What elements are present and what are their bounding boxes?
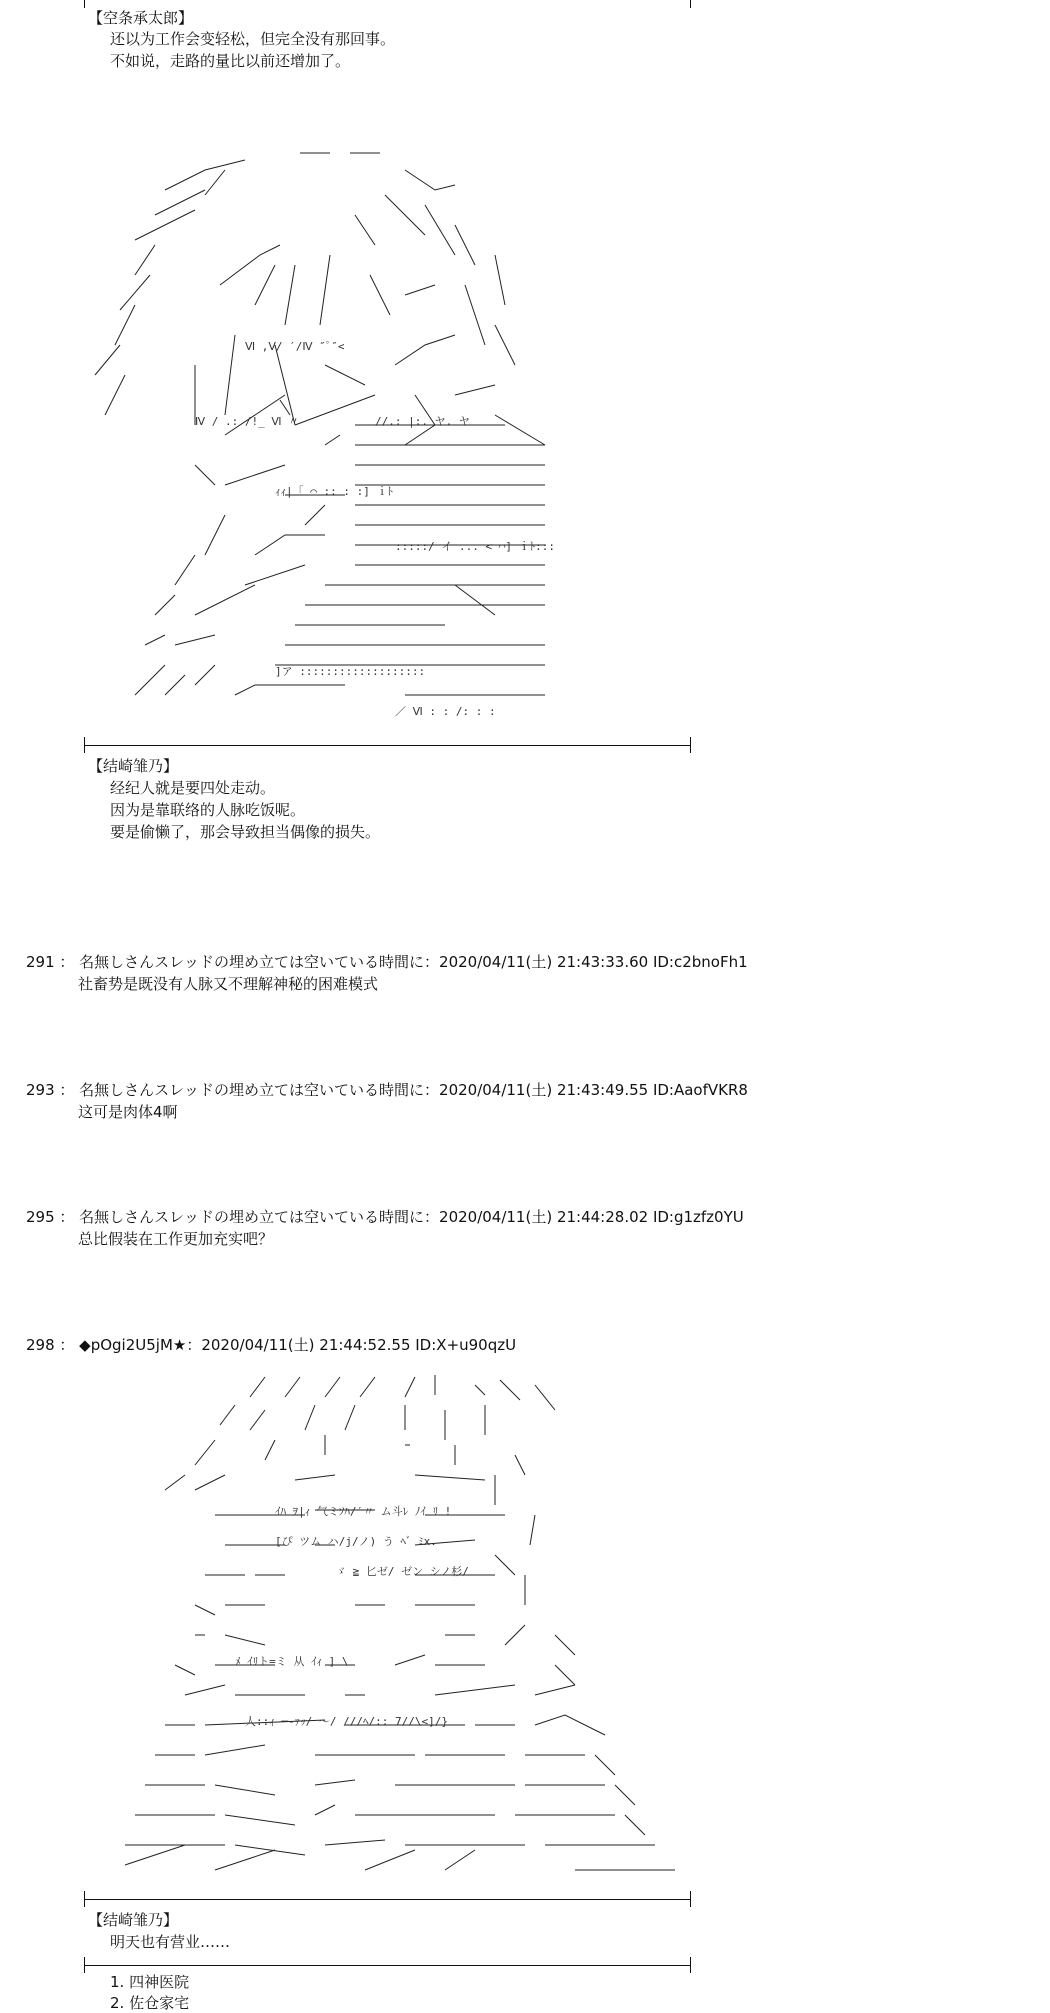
svg-text://.: |:. ヤ. ヤ: //.: |:. ヤ. ヤ bbox=[375, 415, 470, 428]
dialogue-line: 不如说，走路的量比以前还增加了。 bbox=[110, 52, 351, 70]
svg-text:Ⅳ / .: /!_ Ⅵ 〃: Ⅳ / .: /!_ Ⅵ 〃 bbox=[195, 415, 300, 428]
dialogue-line: 还以为工作会变轻松，但完全没有那回事。 bbox=[110, 30, 396, 48]
post-body: 这可是肉体4啊 bbox=[78, 1103, 178, 1121]
dialogue-line: 因为是靠联络的人脉吃饭呢。 bbox=[110, 801, 306, 819]
svg-text:ﾒ ｲﾘト=ミ 从 ｲｨ ] \: ﾒ ｲﾘト=ミ 从 ｲｨ ] \ bbox=[235, 1655, 349, 1668]
speaker-name: 【结崎雏乃】 bbox=[88, 757, 179, 775]
speaker-name: 【结崎雏乃】 bbox=[88, 1911, 179, 1929]
post-body: 社畜势是既没有人脉又不理解神秘的困难模式 bbox=[78, 975, 379, 993]
post-body: 总比假装在工作更加充实吧？ bbox=[78, 1230, 274, 1248]
svg-text:]ア :::::::::::::::::::: ]ア ::::::::::::::::::: bbox=[275, 665, 426, 678]
dialogue-line: 明天也有营业…… bbox=[110, 1933, 231, 1951]
svg-text::::::/ イ ... < ⌒] ｉﾄ:::: :::::/ イ ... < ⌒] ｉﾄ::: bbox=[395, 540, 555, 553]
separator-tick bbox=[690, 0, 691, 8]
separator-tick bbox=[84, 0, 85, 8]
ascii-art-figure bbox=[75, 135, 620, 740]
post-header: 291 ： 名無しさんスレッドの埋め立ては空いている時間に：2020/04/11(土) 21:43:33.60 ID:c2bnoFh1 bbox=[26, 953, 748, 971]
svg-text:ゞ ≧ 匕ゼ/ ゼン シノ杉/: ゞ ≧ 匕ゼ/ ゼン シノ杉/ bbox=[335, 1565, 469, 1578]
ascii-art-figure bbox=[115, 1365, 705, 1895]
separator-tick bbox=[690, 1891, 691, 1907]
svg-text:ｲﾊ ｦ|ｨ 气ミｿﾊ/′〃 ム斗ﾚ ﾉｲ ﾘ !: ｲﾊ ｦ|ｨ 气ミｿﾊ/′〃 ム斗ﾚ ﾉｲ ﾘ ! bbox=[275, 1505, 452, 1518]
separator-tick bbox=[690, 737, 691, 753]
speaker-name: 【空条承太郎】 bbox=[88, 9, 194, 27]
post-header: 293 ： 名無しさんスレッドの埋め立ては空いている時間に：2020/04/11(土) 21:43:49.55 ID:AaofVKR8 bbox=[26, 1081, 748, 1099]
separator-line bbox=[84, 745, 690, 746]
separator-tick bbox=[84, 737, 85, 753]
post-header: 298 ： ◆pOgi2U5jM★：2020/04/11(土) 21:44:52.55 ID:X+u90qzU bbox=[26, 1336, 517, 1354]
separator-line bbox=[84, 1899, 690, 1900]
svg-text:[ぴ ツム ハ/j/ノ) う ﾍﾞ ﾐx.: [ぴ ツム ハ/j/ノ) う ﾍﾞ ﾐx. bbox=[275, 1535, 437, 1548]
separator-tick bbox=[84, 1957, 85, 1973]
list-item: 2. 佐仓家宅 bbox=[110, 1994, 190, 2012]
separator-tick bbox=[690, 1957, 691, 1973]
separator-line bbox=[84, 1965, 690, 1966]
dialogue-line: 要是偷懒了，那会导致担当偶像的损失。 bbox=[110, 823, 381, 841]
separator-tick bbox=[84, 1891, 85, 1907]
dialogue-line: 经纪人就是要四处走动。 bbox=[110, 779, 276, 797]
svg-text:Ⅵ ,Ⅴ/ ′/Ⅳ ″ﾟ″<: Ⅵ ,Ⅴ/ ′/Ⅳ ″ﾟ″< bbox=[245, 340, 345, 353]
svg-text:／ Ⅵ : : /: : :: ／ Ⅵ : : /: : : bbox=[395, 705, 496, 718]
svg-text:ｨｨ|「 ⌒ :: : :] ｉﾄ: ｨｨ|「 ⌒ :: : :] ｉﾄ bbox=[275, 485, 393, 498]
list-item: 1. 四神医院 bbox=[110, 1973, 190, 1991]
post-header: 295 ： 名無しさんスレッドの埋め立ては空いている時間に：2020/04/11(土) 21:44:28.02 ID:g1zfz0YU bbox=[26, 1208, 744, 1226]
svg-text:人::ｨ ─‐ｧｯ/ ～/ ///ﾍ/:: 7//\<]/}: 人::ｨ ─‐ｧｯ/ ～/ ///ﾍ/:: 7//\<]/} bbox=[245, 1715, 448, 1728]
